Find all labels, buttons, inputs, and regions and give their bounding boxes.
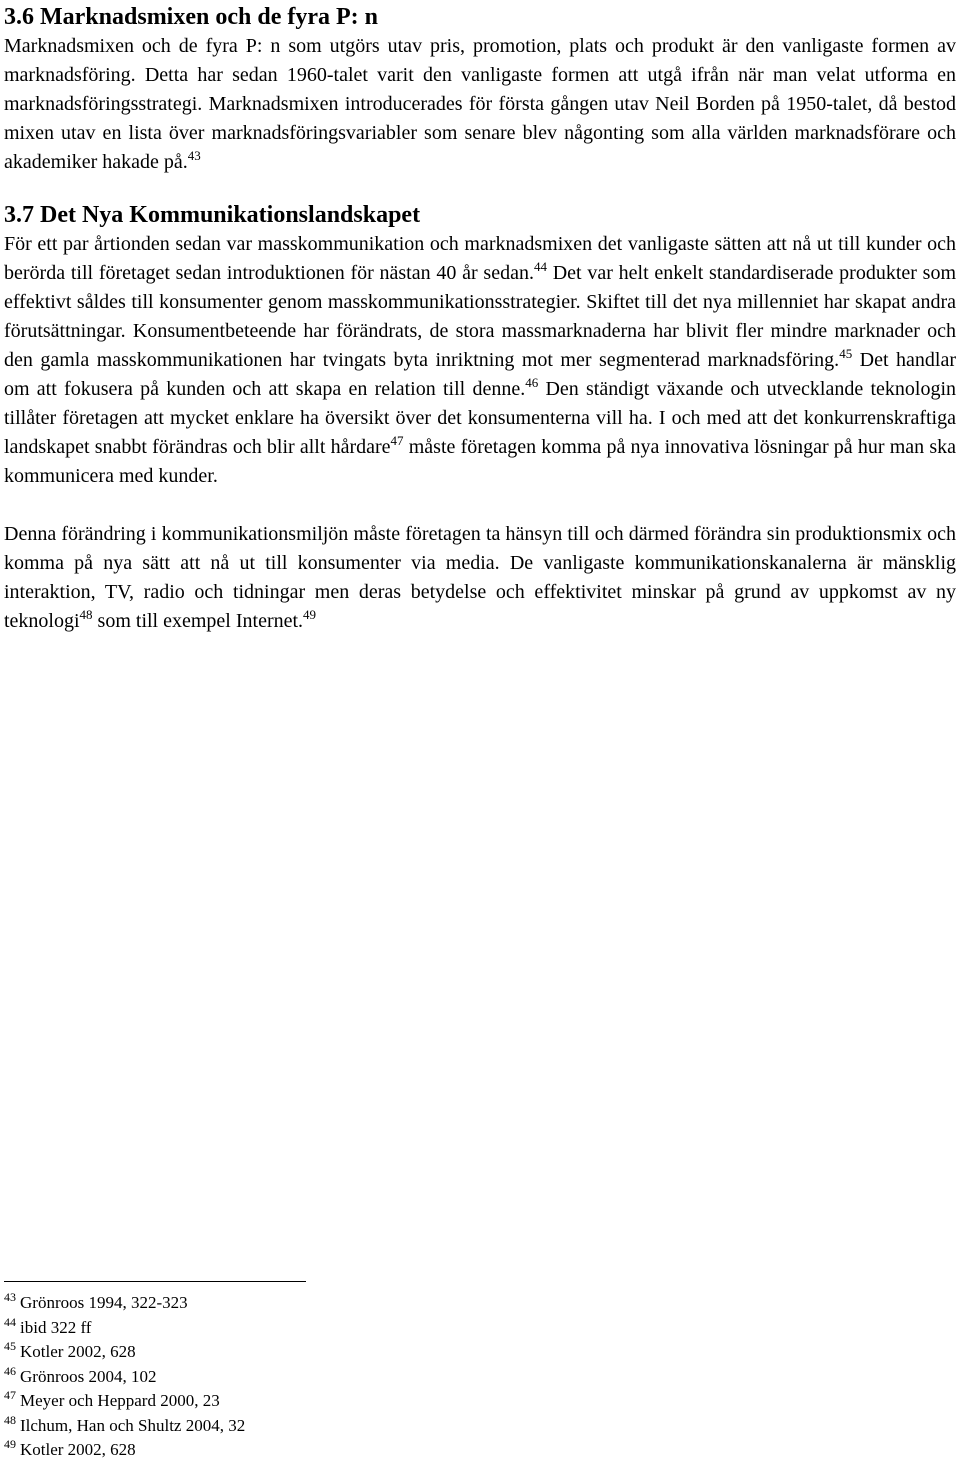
footnote-number: 43 — [4, 1290, 16, 1304]
footnote-ref-49: 49 — [303, 607, 317, 622]
paragraph-kommunikationsmiljon — [4, 520, 956, 636]
footnote-ref-47: 47 — [390, 433, 404, 448]
footnote-43 — [4, 1291, 504, 1316]
footnote-number: 47 — [4, 1388, 16, 1402]
footnote-ref-46: 46 — [525, 375, 539, 390]
section-heading-3-6: 3.6 Marknadsmixen och de fyra P: n — [4, 4, 378, 30]
paragraph-text: måste företagen komma på nya innovativa lösningar på hur man ska kommunicera med kunder. — [4, 436, 956, 487]
footnote-number: 45 — [4, 1339, 16, 1353]
paragraph-text: Marknadsmixen och de fyra P: n som utgörs utav pris, promotion, plats och produkt är den vanligaste formen av marknadsföring. Detta har sedan 1960-talet varit den vanligaste formen att utgå ifrån när man velat utforma en marknadsföringsstrategi. Marknadsmixen introducerades för första gången utav Neil Borden på 1950-talet, då bestod mixen utav en lista över marknadsföringsvariabler som senare blev någonting som alla världen marknadsförare och akademiker hakade på. — [4, 35, 956, 173]
paragraph-text: För ett par årtionden sedan var masskommunikation och marknadsmixen det vanligaste sätten att nå ut till kunder och berörda till företaget sedan introduktionen för nästan 40 år sedan. — [4, 233, 956, 284]
document-page — [4, 0, 956, 636]
footnote-number: 49 — [4, 1437, 16, 1451]
footnote-ref-48: 48 — [79, 607, 93, 622]
footnote-separator — [4, 1281, 306, 1282]
footnote-48 — [4, 1414, 504, 1439]
footnote-ref-45: 45 — [839, 346, 853, 361]
paragraph-text: som till exempel Internet. — [97, 610, 304, 632]
footnote-number: 44 — [4, 1314, 16, 1329]
footnote-ref-43: 43 — [187, 148, 201, 163]
footnote-number: 46 — [4, 1363, 16, 1378]
footnote-45 — [4, 1340, 504, 1365]
footnote-number: 48 — [4, 1412, 16, 1427]
footnote-text: Kotler 2002, 628 — [20, 1342, 136, 1361]
paragraph-text: Denna förändring i kommunikationsmiljön måste företagen ta hänsyn till och därmed förändra sin produktionsmix och komma på nya sätt att nå ut till konsumenter via media. De vanligaste kommunikationskanalerna är mänsklig interaktion, TV, radio och tidningar men deras betydelse och effektivitet minskar på grund av uppkomst av ny teknologi — [4, 523, 956, 632]
footnote-47 — [4, 1389, 504, 1414]
footnote-text: Grönroos 2004, 102 — [20, 1366, 157, 1386]
footnotes-section — [4, 1281, 504, 1463]
footnote-text: ibid 322 ff — [20, 1317, 92, 1337]
footnote-text: Meyer och Heppard 2000, 23 — [20, 1391, 220, 1410]
paragraph-text: Den ständigt växande och utvecklande teknologin tillåter företagen att mycket enklare ha översikt över det konsumenterna vill ha. I och med att det konkurrenskraftiga landskapet snabbt förändras och blir allt hårdare — [4, 378, 957, 458]
footnote-text: Kotler 2002, 628 — [20, 1440, 136, 1459]
footnote-text: Grönroos 1994, 322-323 — [20, 1293, 188, 1312]
footnote-ref-44: 44 — [533, 259, 547, 274]
paragraph-text: Det handlar om att fokusera på kunden och att skapa en relation till denne. — [4, 349, 956, 400]
paragraph-text: Det var helt enkelt standardiserade produkter som effektivt såldes till konsumenter genom masskommunikationsstrategier. Skiftet till det nya millenniet har skapat andra förutsättningar. Konsumentbeteende har förändrats, de stora massmarknaderna har blivit fler mindre marknader och den gamla masskommunikationen har tvingats byta inriktning mot mer segmenterad marknadsföring. — [4, 262, 957, 371]
footnote-44 — [4, 1316, 504, 1341]
footnote-49 — [4, 1438, 504, 1463]
paragraph-marknadsmixen — [4, 32, 956, 177]
footnote-text: Ilchum, Han och Shultz 2004, 32 — [20, 1415, 246, 1435]
section-heading-3-7: 3.7 Det Nya Kommunikationslandskapet — [4, 202, 421, 228]
footnote-46 — [4, 1365, 504, 1390]
paragraph-kommunikationslandskapet — [4, 230, 956, 491]
